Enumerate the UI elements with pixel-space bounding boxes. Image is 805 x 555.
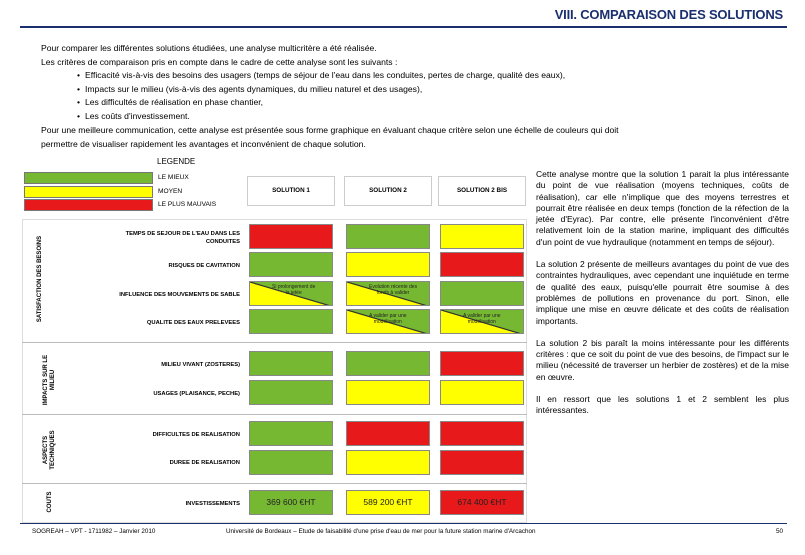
- group-separator: [22, 483, 527, 484]
- rating-cell-solution-1: [249, 309, 333, 334]
- group-separator: [22, 342, 527, 343]
- rating-cell-solution-1: [249, 351, 333, 376]
- cell-note-line-2: modélisation: [373, 319, 402, 325]
- group-label-impacts-line-2: MILIEU: [50, 369, 56, 391]
- analysis-paragraph-2: La solution 2 présente de meilleurs avantages du point de vue des contraintes hydrauliques, avec cependant une inquiétude en terme de qualité des eaux, puisqu'elle pourrait être soumise à des problèmes de pollutions en provenance du port. Sinon, elle implique une mise en œuvre délicate et des coûts de réalisation importants.: [536, 259, 789, 326]
- legend-swatch-best: [24, 172, 153, 184]
- analysis-paragraph-4: Il en ressort que les solutions 1 et 2 semblent les plus intéressantes.: [536, 394, 789, 416]
- group-label-technical-line-2: TECHNIQUES: [50, 430, 56, 470]
- group-label-impacts: [43, 350, 57, 410]
- rating-cell-solution-2: [346, 309, 430, 334]
- cell-note-line-2: la jetée: [285, 290, 302, 296]
- legend-label-best: LE MIEUX: [158, 174, 189, 181]
- intro-paragraph-1: Pour comparer les différentes solutions étudiées, une analyse multicritère a été réalisée.: [41, 43, 377, 53]
- cell-note-line-1: Si prolongement de: [272, 284, 316, 290]
- rating-cell-solution-2-bis: [440, 450, 524, 475]
- analysis-commentary: [536, 169, 789, 428]
- cell-note-line-1: Evolution récente des: [369, 284, 418, 290]
- investment-value: 674 400 €HT: [457, 497, 507, 507]
- rating-cell-solution-2: [346, 351, 430, 376]
- column-header-solution-1: SOLUTION 1: [247, 176, 335, 206]
- criteria-list-item: • Les difficultés de réalisation en phase chantier,: [85, 96, 781, 110]
- investment-value: 589 200 €HT: [363, 497, 413, 507]
- criteria-list-item: • Efficacité vis-à-vis des besoins des usagers (temps de séjour de l'eau dans les conduites, pertes de charge, qualité des eaux),: [85, 69, 781, 83]
- rating-cell-solution-2: [346, 252, 430, 277]
- footer-left: SOGREAH – VPT - 1711982 – Janvier 2010: [32, 528, 156, 535]
- intro-paragraph-3: [41, 124, 781, 151]
- cell-note: [463, 313, 501, 325]
- rating-cell-solution-2-bis: [440, 380, 524, 405]
- intro-paragraph-3-line-2: permettre de visualiser rapidement les avantages et inconvénient de chaque solution.: [41, 138, 366, 149]
- criterion-label-difficultes: DIFFICULTES DE REALISATION: [152, 432, 240, 438]
- criterion-label-milieu-vivant: MILIEU VIVANT (ZOSTERES): [161, 362, 240, 368]
- rating-cell-solution-2-bis: [440, 351, 524, 376]
- rating-cell-solution-2-bis: [440, 490, 524, 515]
- intro-text: [41, 42, 781, 151]
- group-label-technical: [43, 420, 57, 480]
- analysis-paragraph-3: La solution 2 bis paraît la moins intéressante pour les différents critères : que ce soit du point de vue des besoins, de l'impact sur le milieu (nécessité de traverser un herbier de zostères) et de la mise en œuvre.: [536, 337, 789, 382]
- legend-title: LEGENDE: [157, 157, 196, 166]
- rating-cell-solution-2: [346, 380, 430, 405]
- criterion-label-cavitation: RISQUES DE CAVITATION: [168, 263, 240, 269]
- group-label-costs: COUTS: [47, 491, 53, 513]
- criteria-list: [41, 69, 781, 123]
- group-label-impacts-line-1: IMPACTS SUR LE: [43, 354, 49, 406]
- criterion-label-duree: DUREE DE REALISATION: [169, 460, 240, 466]
- page-title: VIII. COMPARAISON DES SOLUTIONS: [554, 7, 783, 22]
- cell-note: [369, 313, 407, 325]
- intro-paragraph-2: Les critères de comparaison pris en compte dans le cadre de cette analyse sont les suivants :: [41, 56, 398, 67]
- rating-cell-solution-1: [249, 421, 333, 446]
- group-label-satisfaction: SATISFACTION DES BESOINS: [37, 235, 43, 323]
- column-header-solution-2-bis: SOLUTION 2 BIS: [438, 176, 526, 206]
- rating-cell-solution-2-bis: [440, 421, 524, 446]
- legend-label-worst: LE PLUS MAUVAIS: [158, 201, 217, 208]
- rating-cell-solution-2: [346, 281, 430, 306]
- rating-cell-solution-2-bis: [440, 252, 524, 277]
- criteria-list-item: • Impacts sur le milieu (vis-à-vis des agents dynamiques, du milieu naturel et des usages),: [85, 83, 781, 97]
- cell-note: [369, 284, 417, 296]
- rating-cell-solution-1: [249, 224, 333, 249]
- group-separator: [22, 414, 527, 415]
- rating-cell-solution-2-bis: [440, 281, 524, 306]
- rating-cell-solution-1: [249, 450, 333, 475]
- rating-cell-solution-1: [249, 490, 333, 515]
- cell-note: [272, 284, 315, 296]
- legend-swatch-worst: [24, 199, 153, 211]
- cell-note-line-1: A valider par une: [463, 313, 501, 319]
- investment-value: 369 600 €HT: [266, 497, 316, 507]
- rating-cell-solution-2-bis: [440, 224, 524, 249]
- criterion-label-investissements: INVESTISSEMENTS: [185, 501, 240, 507]
- legend-label-medium: MOYEN: [158, 188, 183, 195]
- rating-cell-solution-1: [249, 252, 333, 277]
- analysis-paragraph-1: Cette analyse montre que la solution 1 parait la plus intéressante du point de vue réalisation (moyens techniques, coûts de réalisation), car elle n'implique que des moyens terrestres et pourrait être réalisée en deux temps (fonction de la réfection de la jetée d'Eyrac). Par contre, elle présente l'inconvénient d'être relativement loin de la station marine, impliquant des difficultés d'un point de vue hydraulique (notamment en temps de séjour).: [536, 169, 789, 247]
- rating-cell-solution-2: [346, 421, 430, 446]
- criterion-label-temps-sejour: [80, 231, 240, 246]
- rating-cell-solution-2-bis: [440, 309, 524, 334]
- rating-cell-solution-1: [249, 281, 333, 306]
- legend-swatch-medium: [24, 186, 153, 198]
- criterion-label-qualite: QUALITE DES EAUX PRELEVEES: [146, 320, 240, 326]
- cell-note-line-1: A valider par une: [369, 313, 407, 319]
- cell-note-line-2: fonds à valider: [376, 290, 410, 296]
- cell-note-line-2: modélisation: [467, 319, 496, 325]
- rating-cell-solution-2: [346, 450, 430, 475]
- footer-rule: [20, 523, 787, 524]
- rating-cell-solution-2: [346, 490, 430, 515]
- intro-paragraph-3-line-1: Pour une meilleure communication, cette analyse est présentée sous forme graphique en évaluant chaque critère selon une échelle de couleurs qui doit: [41, 125, 619, 135]
- criterion-label-temps-sejour-line-1: TEMPS DE SEJOUR DE L'EAU DANS LES: [125, 231, 240, 237]
- footer-center: Université de Bordeaux – Etude de faisabilité d'une prise d'eau de mer pour la future station marine d'Arcachon: [226, 528, 536, 535]
- rating-cell-solution-2: [346, 224, 430, 249]
- page-number: 50: [775, 528, 783, 535]
- group-label-technical-line-1: ASPECTS: [43, 435, 49, 465]
- rating-cell-solution-1: [249, 380, 333, 405]
- criterion-label-temps-sejour-line-2: CONDUITES: [205, 238, 240, 245]
- column-header-solution-2: SOLUTION 2: [344, 176, 432, 206]
- criteria-list-item: • Les coûts d'investissement.: [85, 110, 781, 124]
- criterion-label-sable: INFLUENCE DES MOUVEMENTS DE SABLE: [119, 292, 240, 298]
- criterion-label-usages: USAGES (PLAISANCE, PECHE): [153, 391, 240, 397]
- header-rule: [20, 26, 787, 28]
